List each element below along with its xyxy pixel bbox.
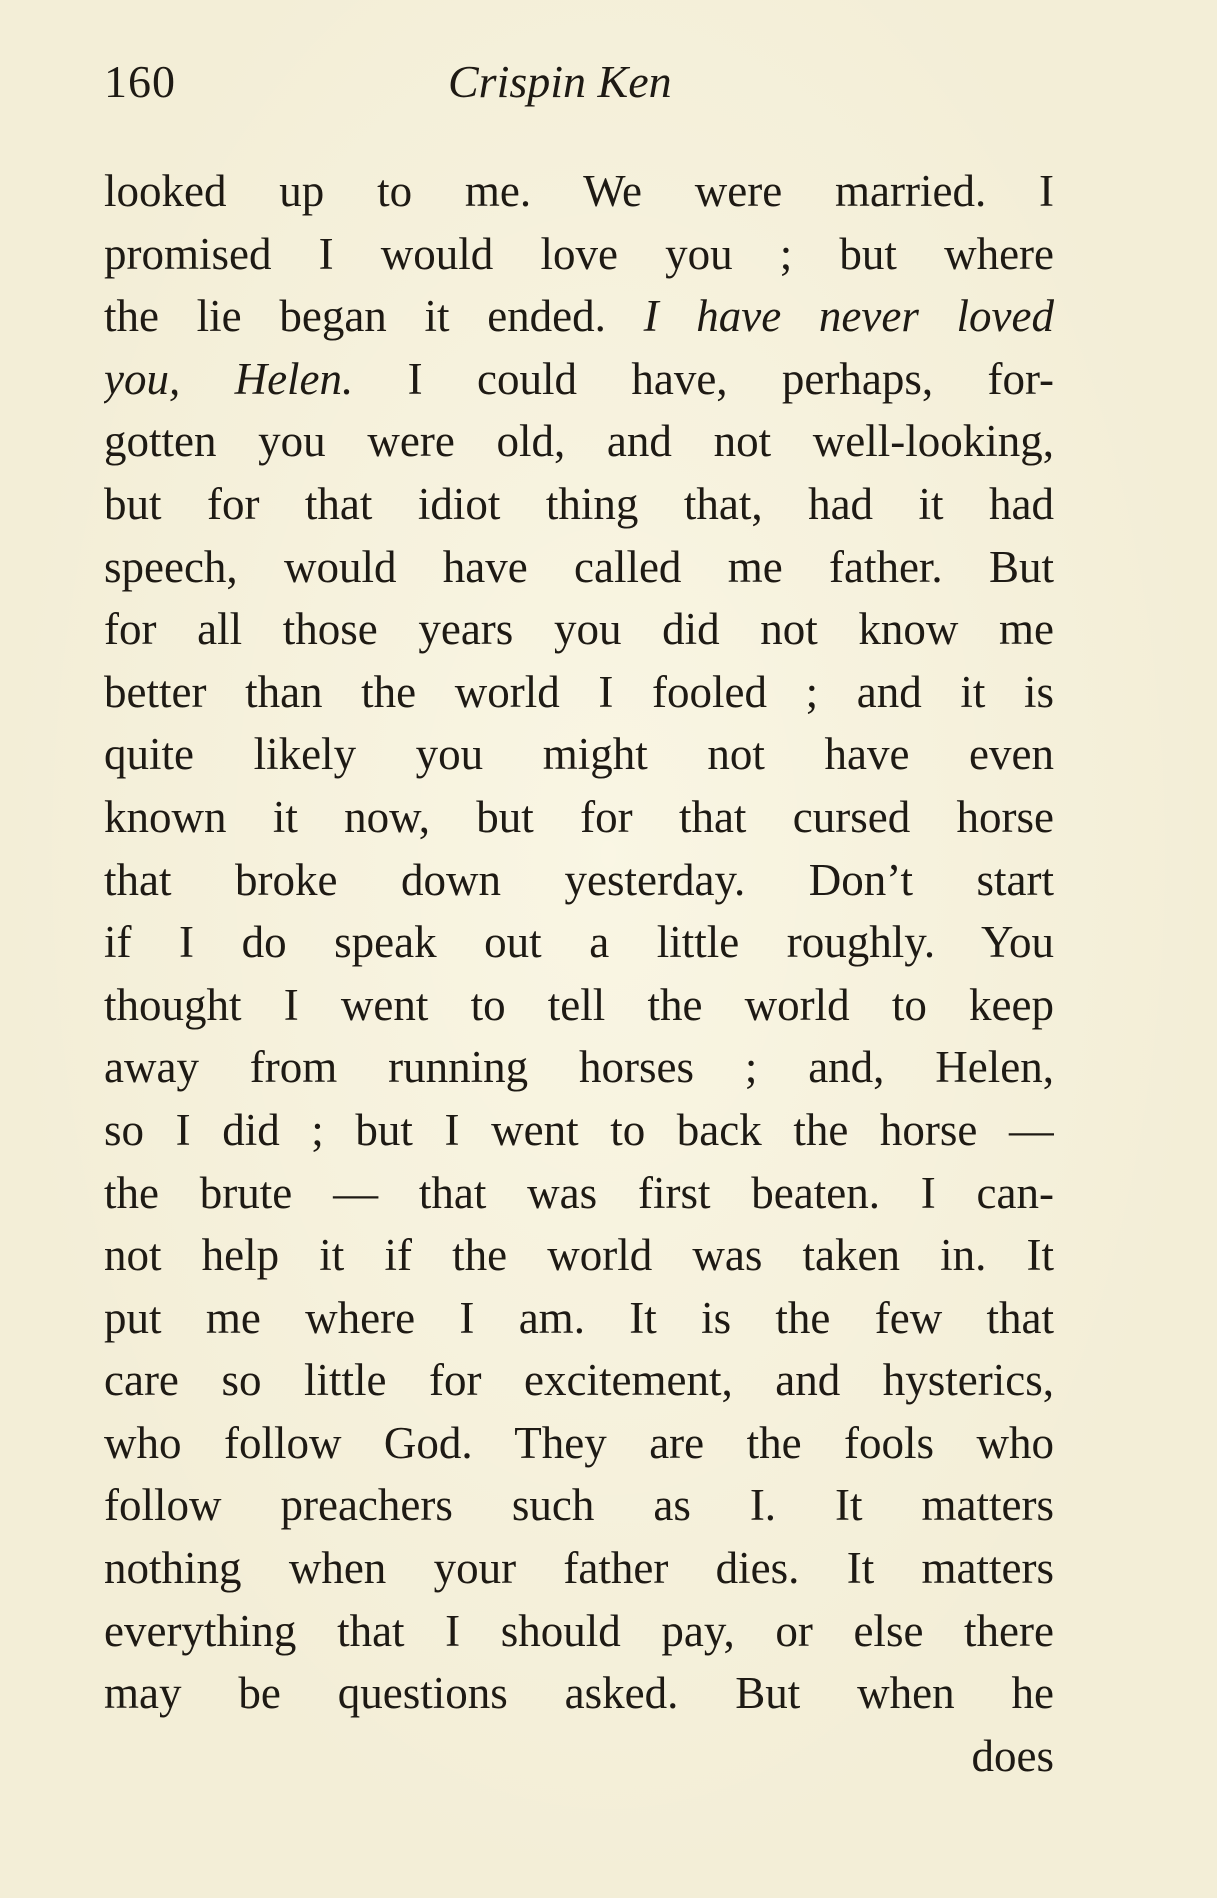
text-line: not help it if the world was taken in. It: [104, 1230, 1054, 1281]
text-line: gotten you were old, and not well-looking,: [104, 416, 1054, 467]
text-line: nothing when your father dies. It matters: [104, 1543, 1054, 1594]
page-number: 160: [104, 56, 176, 107]
text-line: but for that idiot thing that, had it had: [104, 478, 1054, 529]
text-line: better than the world I fooled ; and it is: [104, 666, 1054, 717]
text-line: known it now, but for that cursed horse: [104, 791, 1054, 842]
text-line: who follow God. They are the fools who: [104, 1417, 1054, 1468]
text-line: away from running horses ; and, Helen,: [104, 1042, 1054, 1093]
text-line: if I do speak out a little roughly. You: [104, 917, 1054, 968]
text-line: so I did ; but I went to back the horse —: [104, 1104, 1054, 1155]
text-line: follow preachers such as I. It matters: [104, 1480, 1054, 1531]
italic-text-segment: you, Helen.: [104, 353, 354, 404]
text-line: [104, 348, 1054, 411]
text-line: for all those years you did not know me: [104, 604, 1054, 655]
text-line: that broke down yesterday. Don’t start: [104, 854, 1054, 905]
text-line: put me where I am. It is the few that: [104, 1292, 1054, 1343]
running-title: Crispin Ken: [448, 56, 672, 107]
text-line: promised I would love you ; but where: [104, 228, 1054, 279]
text-line: the brute — that was first beaten. I can-: [104, 1167, 1054, 1218]
text-line: speech, would have called me father. But: [104, 541, 1054, 592]
text-line: quite likely you might not have even: [104, 729, 1054, 780]
text-segment: I could have, perhaps, for-: [407, 353, 1054, 404]
text-line: [104, 285, 1054, 348]
text-line: looked up to me. We were married. I: [104, 166, 1054, 216]
text-line: everything that I should pay, or else there: [104, 1605, 1054, 1656]
text-line: care so little for excitement, and hysterics,: [104, 1355, 1054, 1406]
catchword: does: [971, 1730, 1054, 1781]
text-segment: the lie began it ended.: [104, 291, 606, 342]
body-text: [104, 160, 1054, 1787]
text-line: thought I went to tell the world to keep: [104, 979, 1054, 1030]
running-head: [104, 52, 1054, 112]
italic-text-segment: I have never loved: [643, 291, 1054, 342]
text-line: may be questions asked. But when he: [104, 1668, 1054, 1719]
